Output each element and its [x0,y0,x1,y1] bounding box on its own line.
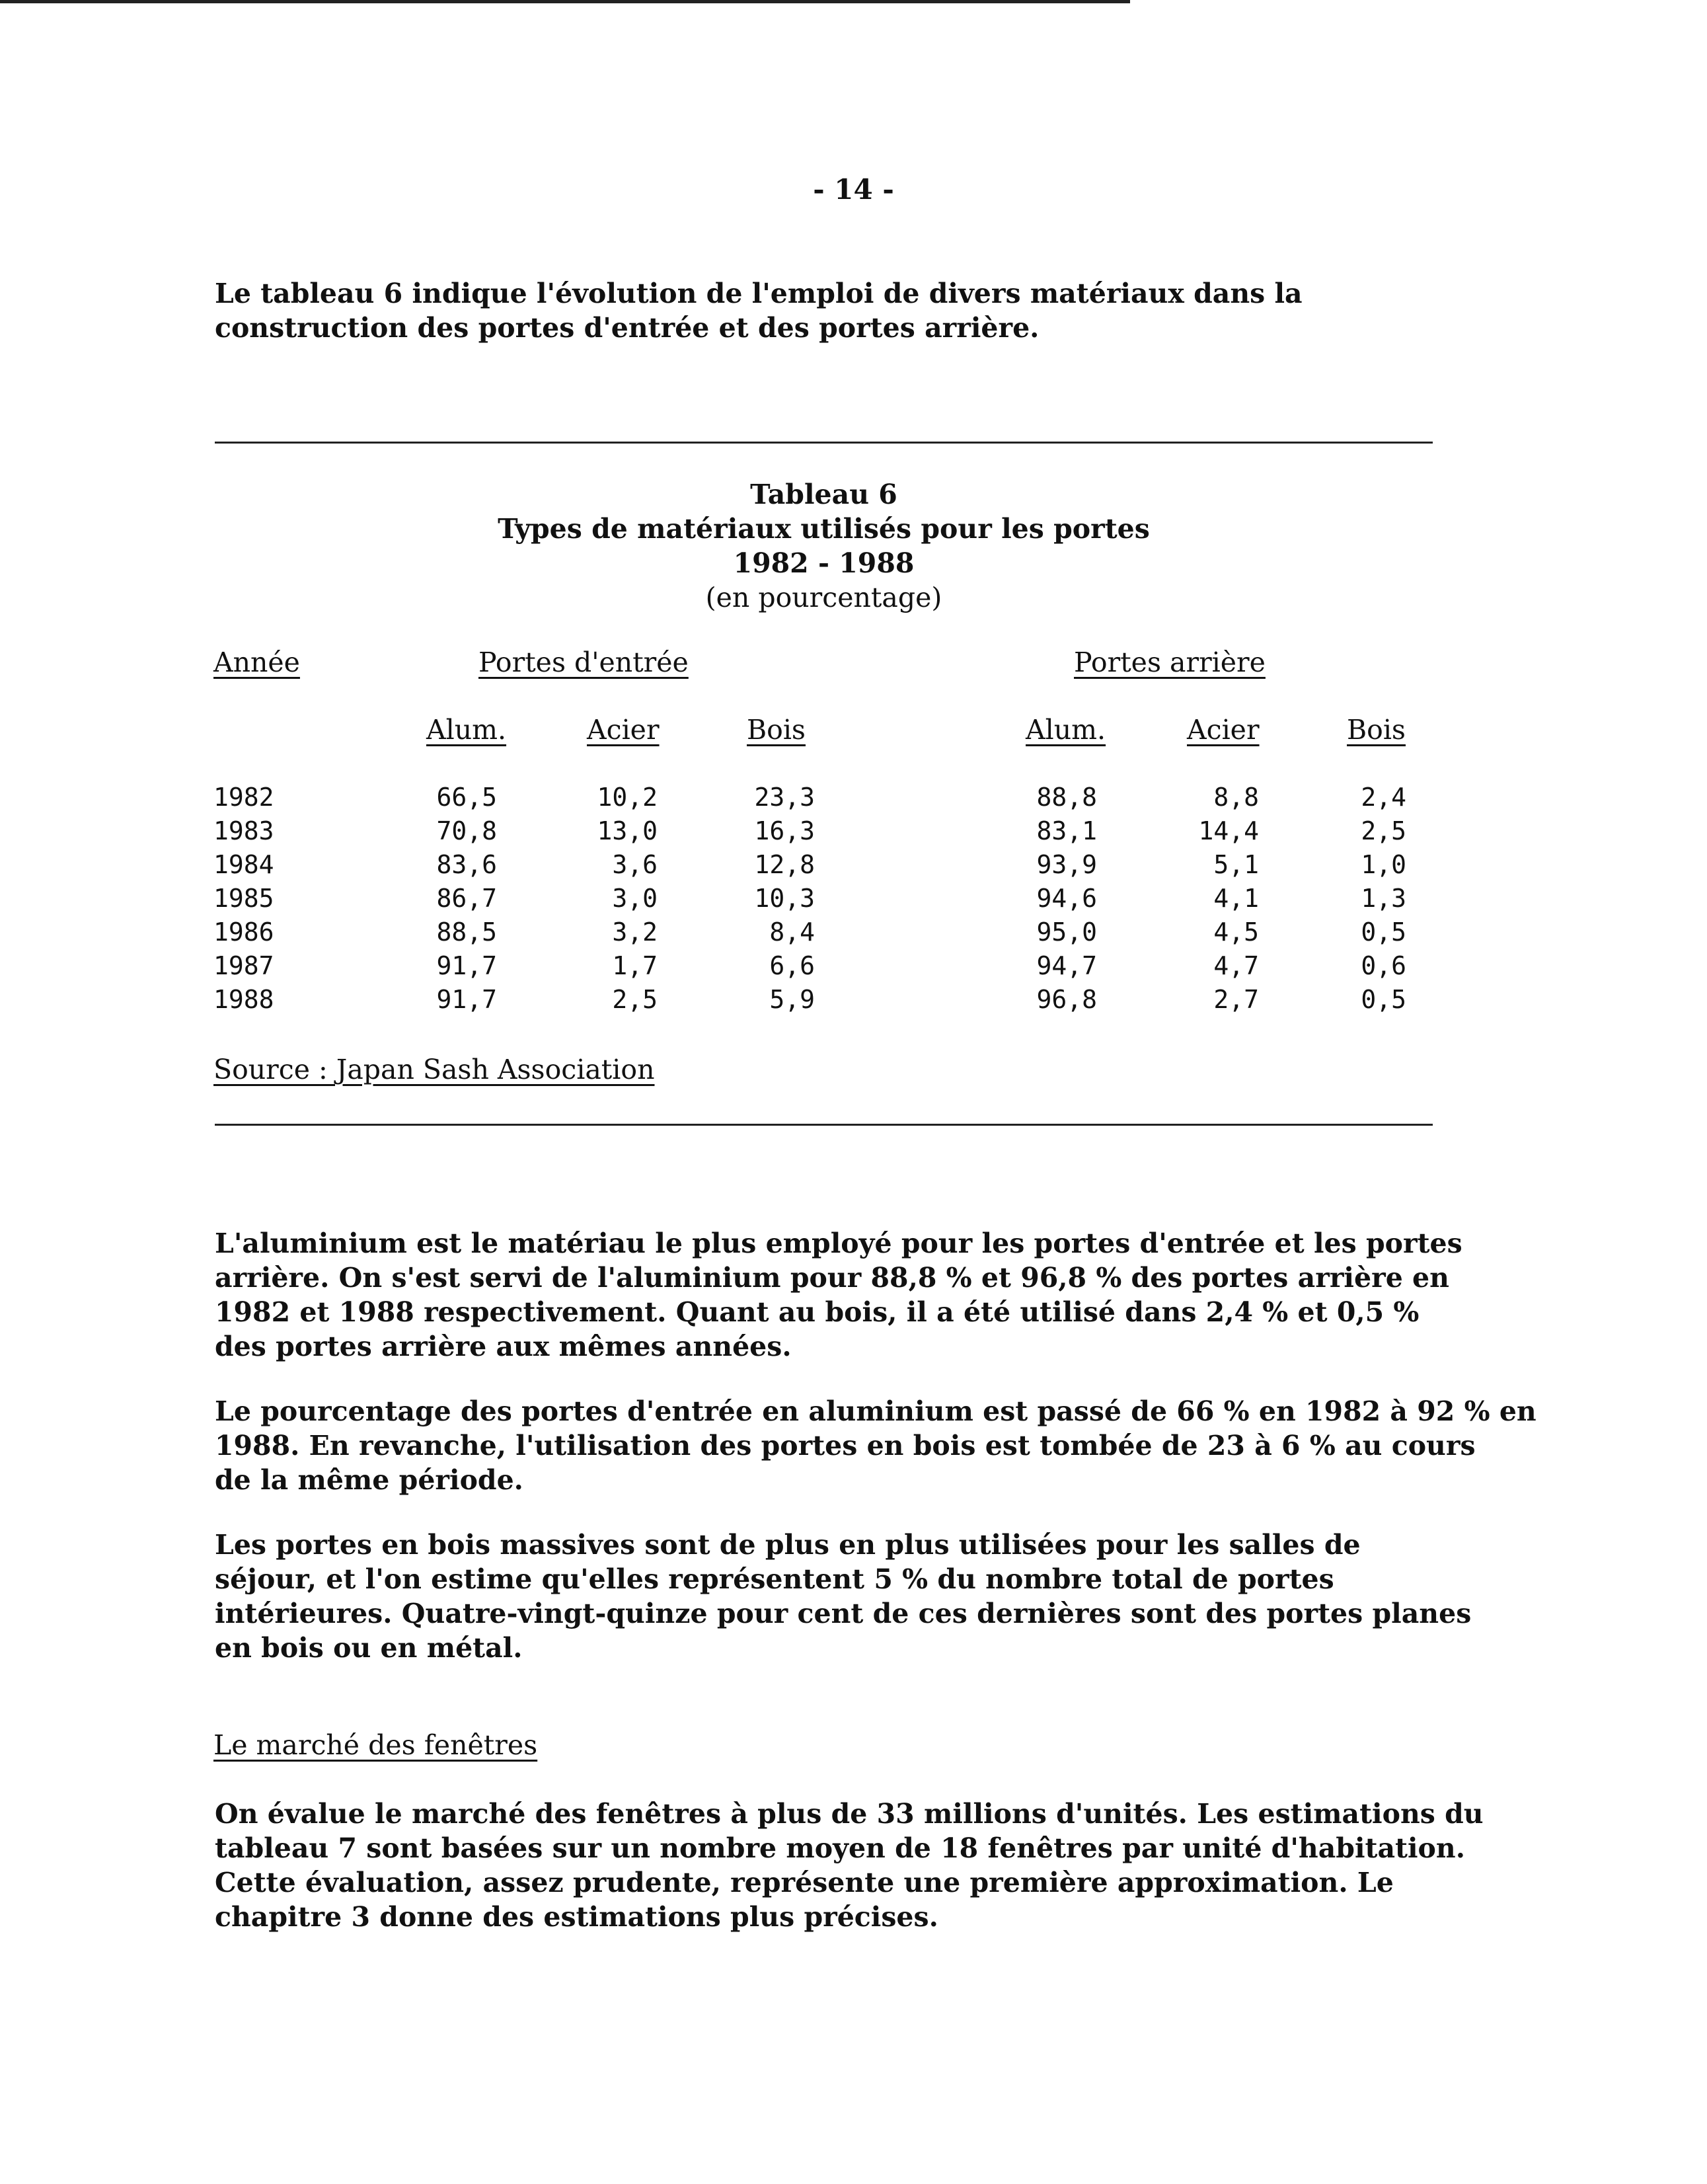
table-cell-front-bois: 10,3 [754,884,815,913]
table-cell-front-alum: 83,6 [436,850,497,879]
table-cell-back-bois: 0,6 [1361,951,1406,980]
paragraph-windows [215,1797,1576,1934]
text-line: intérieures. Quatre-vingt-quinze pour cent de ces dernières sont des portes planes [215,1598,1472,1629]
group-header-back-doors: Portes arrière [1074,646,1266,678]
paragraph-front-doors [215,1394,1576,1497]
table-cell-front-bois: 8,4 [769,917,815,947]
table-cell-back-alum: 94,6 [1036,884,1097,913]
text-line: Les portes en bois massives sont de plus en plus utilisées pour les salles de [215,1529,1361,1561]
table-cell-back-acier: 8,8 [1213,783,1259,812]
table-cell-front-bois: 23,3 [754,783,815,812]
column-header-back-acier: Acier [1187,714,1260,746]
table-cell-front-alum: 91,7 [436,985,497,1014]
table-cell-front-alum: 86,7 [436,884,497,913]
table-cell-back-acier: 4,7 [1213,951,1259,980]
text-line: Le tableau 6 indique l'évolution de l'emploi de divers matériaux dans la [215,278,1303,309]
text-line: construction des portes d'entrée et des portes arrière. [215,312,1040,344]
table-cell-front-alum: 70,8 [436,816,497,845]
table-cell-front-alum: 91,7 [436,951,497,980]
table-row-year: 1983 [213,816,274,845]
column-header-front-acier: Acier [587,714,660,746]
text-line: des portes arrière aux mêmes années. [215,1331,792,1362]
section-title-windows: Le marché des fenêtres [213,1729,538,1761]
group-header-front-doors: Portes d'entrée [478,646,689,678]
table-row-year: 1984 [213,850,274,879]
table-cell-back-bois: 1,3 [1361,884,1406,913]
table-row-year: 1985 [213,884,274,913]
table-row-year: 1987 [213,951,274,980]
table-cell-front-bois: 5,9 [769,985,815,1014]
text-line: 1982 et 1988 respectivement. Quant au bois, il a été utilisé dans 2,4 % et 0,5 % [215,1296,1420,1328]
table-cell-back-acier: 5,1 [1213,850,1259,879]
column-header-back-bois: Bois [1347,714,1406,746]
table-cell-back-alum: 83,1 [1036,816,1097,845]
text-line: On évalue le marché des fenêtres à plus de 33 millions d'unités. Les estimations du [215,1798,1484,1830]
column-header-front-alum: Alum. [426,714,507,746]
table-row-year: 1982 [213,783,274,812]
table-cell-back-bois: 2,4 [1361,783,1406,812]
table-row-year: 1986 [213,917,274,947]
table-cell-front-bois: 12,8 [754,850,815,879]
table-cell-front-alum: 66,5 [436,783,497,812]
column-header-front-bois: Bois [747,714,806,746]
table-cell-back-bois: 1,0 [1361,850,1406,879]
table-cell-back-alum: 88,8 [1036,783,1097,812]
table-caption-years: 1982 - 1988 [733,547,915,579]
table-source: Source : Japan Sash Association [213,1054,655,1085]
table-cell-back-alum: 94,7 [1036,951,1097,980]
paragraph-aluminium [215,1226,1576,1364]
table-cell-back-bois: 0,5 [1361,917,1406,947]
column-header-year: Année [213,646,300,678]
text-line: Cette évaluation, assez prudente, représente une première approximation. Le [215,1867,1394,1898]
table-cell-back-alum: 93,9 [1036,850,1097,879]
text-line: Le pourcentage des portes d'entrée en aluminium est passé de 66 % en 1982 à 92 % en [215,1395,1536,1427]
text-line: arrière. On s'est servi de l'aluminium pour 88,8 % et 96,8 % des portes arrière en [215,1262,1449,1294]
table-cell-front-alum: 88,5 [436,917,497,947]
table-bottom-rule [215,1124,1433,1126]
table-cell-back-alum: 96,8 [1036,985,1097,1014]
text-line: de la même période. [215,1464,523,1496]
page-number: - 14 - [813,173,894,206]
table-caption-title: Tableau 6 [750,479,897,510]
table-cell-back-alum: 95,0 [1036,917,1097,947]
table-caption [215,477,1433,615]
table-cell-back-acier: 14,4 [1198,816,1259,845]
table-cell-back-bois: 0,5 [1361,985,1406,1014]
table-cell-back-acier: 4,1 [1213,884,1259,913]
text-line: chapitre 3 donne des estimations plus précises. [215,1901,938,1933]
paragraph-interior-doors [215,1528,1576,1665]
scan-top-edge [0,0,1130,3]
table-top-rule [215,442,1433,444]
table-cell-front-acier: 1,7 [612,951,658,980]
text-line: en bois ou en métal. [215,1632,523,1664]
table-cell-back-acier: 4,5 [1213,917,1259,947]
table-cell-front-acier: 2,5 [612,985,658,1014]
table-cell-front-acier: 3,2 [612,917,658,947]
table-cell-back-acier: 2,7 [1213,985,1259,1014]
table-caption-unit: (en pourcentage) [705,582,942,613]
table-cell-front-acier: 3,6 [612,850,658,879]
text-line: séjour, et l'on estime qu'elles représentent 5 % du nombre total de portes [215,1563,1334,1595]
text-line: tableau 7 sont basées sur un nombre moyen de 18 fenêtres par unité d'habitation. [215,1832,1465,1864]
table-cell-front-acier: 13,0 [597,816,658,845]
text-line: L'aluminium est le matériau le plus employé pour les portes d'entrée et les portes [215,1228,1462,1259]
intro-paragraph [215,276,1576,345]
table-cell-front-acier: 10,2 [597,783,658,812]
table-row-year: 1988 [213,985,274,1014]
table-cell-front-acier: 3,0 [612,884,658,913]
column-header-back-alum: Alum. [1026,714,1106,746]
table-cell-front-bois: 16,3 [754,816,815,845]
text-line: 1988. En revanche, l'utilisation des portes en bois est tombée de 23 à 6 % au cours [215,1430,1476,1462]
table-cell-back-bois: 2,5 [1361,816,1406,845]
table-caption-subtitle: Types de matériaux utilisés pour les portes [498,513,1150,545]
table-cell-front-bois: 6,6 [769,951,815,980]
